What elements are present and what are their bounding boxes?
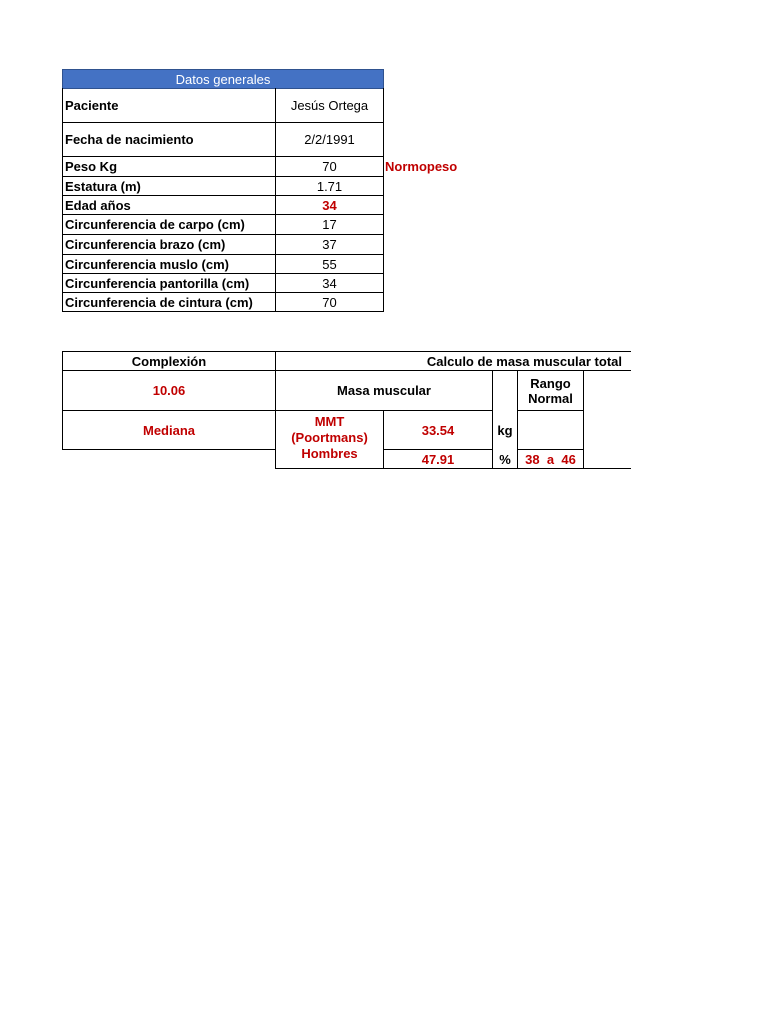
row-value-edad: 34 [322, 197, 337, 213]
kg-unit-label: kg [497, 422, 513, 438]
mmt-percent-value: 47.91 [421, 451, 455, 467]
row-value-carpo: 17 [322, 217, 337, 232]
row-value-peso: 70 [322, 159, 337, 174]
row-value-estatura: 1.71 [316, 178, 343, 194]
mmt-method-label: MMT (Poortmans) Hombres [291, 414, 368, 461]
datos-generales-header: Datos generales [62, 69, 384, 89]
row-label-fecha: Fecha de nacimiento [65, 132, 194, 147]
masa-muscular-header: Calculo de masa muscular total [426, 353, 622, 369]
row-label-brazo: Circunferencia brazo (cm) [65, 237, 226, 252]
row-label-muslo: Circunferencia muslo (cm) [65, 256, 229, 272]
mmt-kg-value: 33.54 [421, 422, 455, 438]
percent-unit-label: % [499, 451, 511, 467]
row-label-edad: Edad años [65, 197, 131, 213]
rango-normal-values: 38 a 46 [525, 451, 576, 467]
row-value-paciente: Jesús Ortega [290, 98, 369, 113]
row-label-pantorilla: Circunferencia pantorilla (cm) [65, 275, 250, 291]
complexion-header: Complexión [131, 353, 207, 369]
row-label-carpo: Circunferencia de carpo (cm) [65, 217, 245, 232]
row-value-pantorilla: 34 [322, 275, 337, 291]
row-value-brazo: 37 [322, 237, 337, 252]
row-label-estatura: Estatura (m) [65, 178, 141, 194]
complexion-category: Mediana [142, 422, 195, 438]
masa-muscular-label: Masa muscular [337, 383, 431, 398]
row-label-peso: Peso Kg [65, 159, 118, 174]
row-label-paciente: Paciente [65, 98, 119, 113]
row-value-fecha: 2/2/1991 [304, 132, 355, 147]
row-value-cintura: 70 [322, 294, 337, 310]
row-value-muslo: 55 [322, 256, 337, 272]
peso-status: Normopeso [385, 159, 458, 174]
complexion-value: 10.06 [152, 383, 186, 398]
row-label-cintura: Circunferencia de cintura (cm) [65, 294, 253, 310]
rango-normal-header: Rango Normal [528, 375, 573, 406]
